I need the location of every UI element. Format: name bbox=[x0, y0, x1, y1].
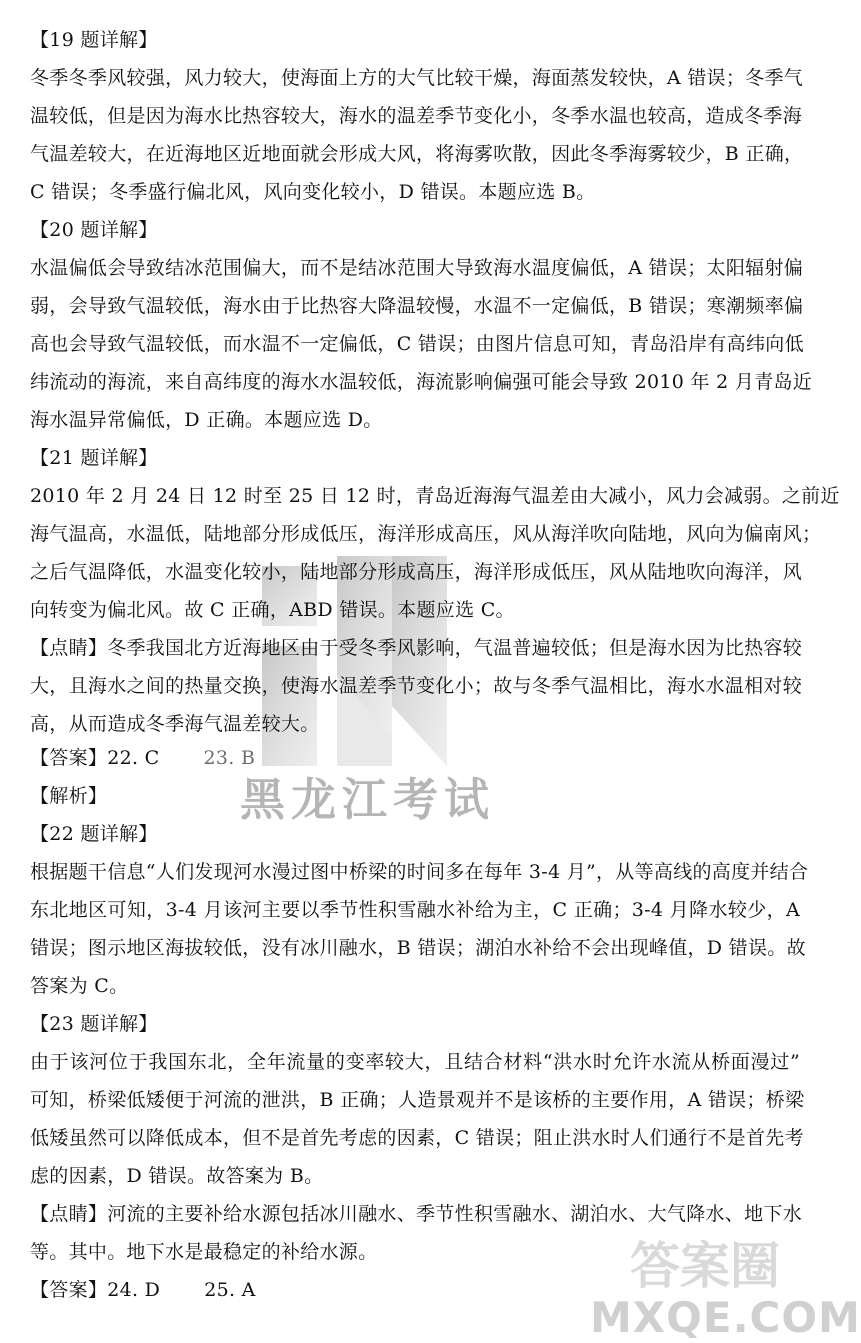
heading-q23: 【23 题详解】 bbox=[30, 1013, 158, 1035]
paragraph-line: 低矮虽然可以降低成本，但不是首先考虑的因素，C 错误；阻止洪水时人们通行不是首先考 bbox=[30, 1127, 804, 1149]
paragraph-line: 冬季冬季风较强，风力较大，使海面上方的大气比较干燥，海面蒸发较快，A 错误；冬季气 bbox=[30, 67, 804, 89]
paragraph-line: 由于该河位于我国东北，全年流量的变率较大，且结合材料“洪水时允许水流从桥面漫过” bbox=[30, 1051, 800, 1073]
paragraph-line: 虑的因素，D 错误。故答案为 B。 bbox=[30, 1165, 324, 1187]
heading-q21: 【21 题详解】 bbox=[30, 447, 158, 469]
answer-line-22-23 bbox=[30, 745, 800, 771]
paragraph-line: 根据题干信息“人们发现河水漫过图中桥梁的时间多在每年 3-4 月”，从等高线的高度并结合 bbox=[30, 861, 809, 883]
tip-line: 等。其中。地下水是最稳定的补给水源。 bbox=[30, 1241, 378, 1263]
answer-second: 23. B bbox=[203, 747, 256, 769]
heading-q20: 【20 题详解】 bbox=[30, 219, 158, 241]
paragraph-line: 纬流动的海流，来自高纬度的海水水温较低，海流影响偏强可能会导致 2010 年 2 月青岛近 bbox=[30, 371, 813, 393]
paragraph-line: 高也会导致气温较低，而水温不一定偏低，C 错误；由图片信息可知，青岛沿岸有高纬向低 bbox=[30, 333, 804, 355]
heading-q19: 【19 题详解】 bbox=[30, 29, 158, 51]
tip-line: 大，且海水之间的热量交换，使海水温差季节变化小；故与冬季气温相比，海水水温相对较 bbox=[30, 675, 803, 697]
paragraph-line: 向转变为偏北风。故 C 正确，ABD 错误。本题应选 C。 bbox=[30, 599, 515, 621]
answer-second: 25. A bbox=[204, 1279, 256, 1301]
answer-label: 【答案】22. C bbox=[30, 747, 160, 769]
paragraph-line: 海气温高，水温低，陆地部分形成低压，海洋形成高压，风从海洋吹向陆地，风向为偏南风； bbox=[30, 523, 822, 545]
paragraph-line: 海水温异常偏低，D 正确。本题应选 D。 bbox=[30, 409, 383, 431]
tip-line: 高，从而造成冬季海气温差较大。 bbox=[30, 713, 320, 735]
corner-watermark-top: 答案圈 bbox=[630, 1237, 780, 1295]
heading-q22: 【22 题详解】 bbox=[30, 823, 158, 845]
tip-line: 【点睛】河流的主要补给水源包括冰川融水、季节性积雪融水、湖泊水、大气降水、地下水 bbox=[30, 1203, 803, 1225]
paragraph-line: 错误；图示地区海拔较低，没有冰川融水，B 错误；湖泊水补给不会出现峰值，D 错误。故 bbox=[30, 937, 806, 959]
paragraph-line: 2010 年 2 月 24 日 12 时至 25 日 12 时，青岛近海海气温差由大减小，风力会减弱。之前近 bbox=[30, 485, 840, 507]
corner-watermark-bottom: MXQE.COM bbox=[590, 1293, 861, 1342]
paragraph-line: 弱，会导致气温较低，海水由于比热容大降温较慢，水温不一定偏低，B 错误；寒潮频率偏 bbox=[30, 295, 804, 317]
tip-line: 【点睛】冬季我国北方近海地区由于受冬季风影响，气温普遍较低；但是海水因为比热容较 bbox=[30, 637, 803, 659]
paragraph-line: C 错误；冬季盛行偏北风，风向变化较小，D 错误。本题应选 B。 bbox=[30, 181, 596, 203]
paragraph-line: 之后气温降低，水温变化较小，陆地部分形成高压，海洋形成低压，风从陆地吹向海洋，风 bbox=[30, 561, 803, 583]
answer-label: 【答案】24. D bbox=[30, 1279, 161, 1301]
paragraph-line: 可知，桥梁低矮便于河流的泄洪，B 正确；人造景观并不是该桥的主要作用，A 错误；桥梁 bbox=[30, 1089, 805, 1111]
paragraph-line: 气温差较大，在近海地区近地面就会形成大风，将海雾吹散，因此冬季海雾较少，B 正确， bbox=[30, 143, 804, 165]
paragraph-line: 答案为 C。 bbox=[30, 975, 129, 997]
paragraph-line: 水温偏低会导致结冰范围偏大，而不是结冰范围大导致海水温度偏低，A 错误；太阳辐射偏 bbox=[30, 257, 804, 279]
paragraph-line: 东北地区可知，3-4 月该河主要以季节性积雪融水补给为主，C 正确；3-4 月降水较少，A bbox=[30, 899, 800, 921]
corner-watermark bbox=[590, 1236, 861, 1342]
watermark-text: 黑龙江考试 bbox=[240, 773, 496, 826]
analysis-heading: 【解析】 bbox=[30, 785, 108, 807]
paragraph-line: 温较低，但是因为海水比热容较大，海水的温差季节变化小，冬季水温也较高，造成冬季海 bbox=[30, 105, 803, 127]
